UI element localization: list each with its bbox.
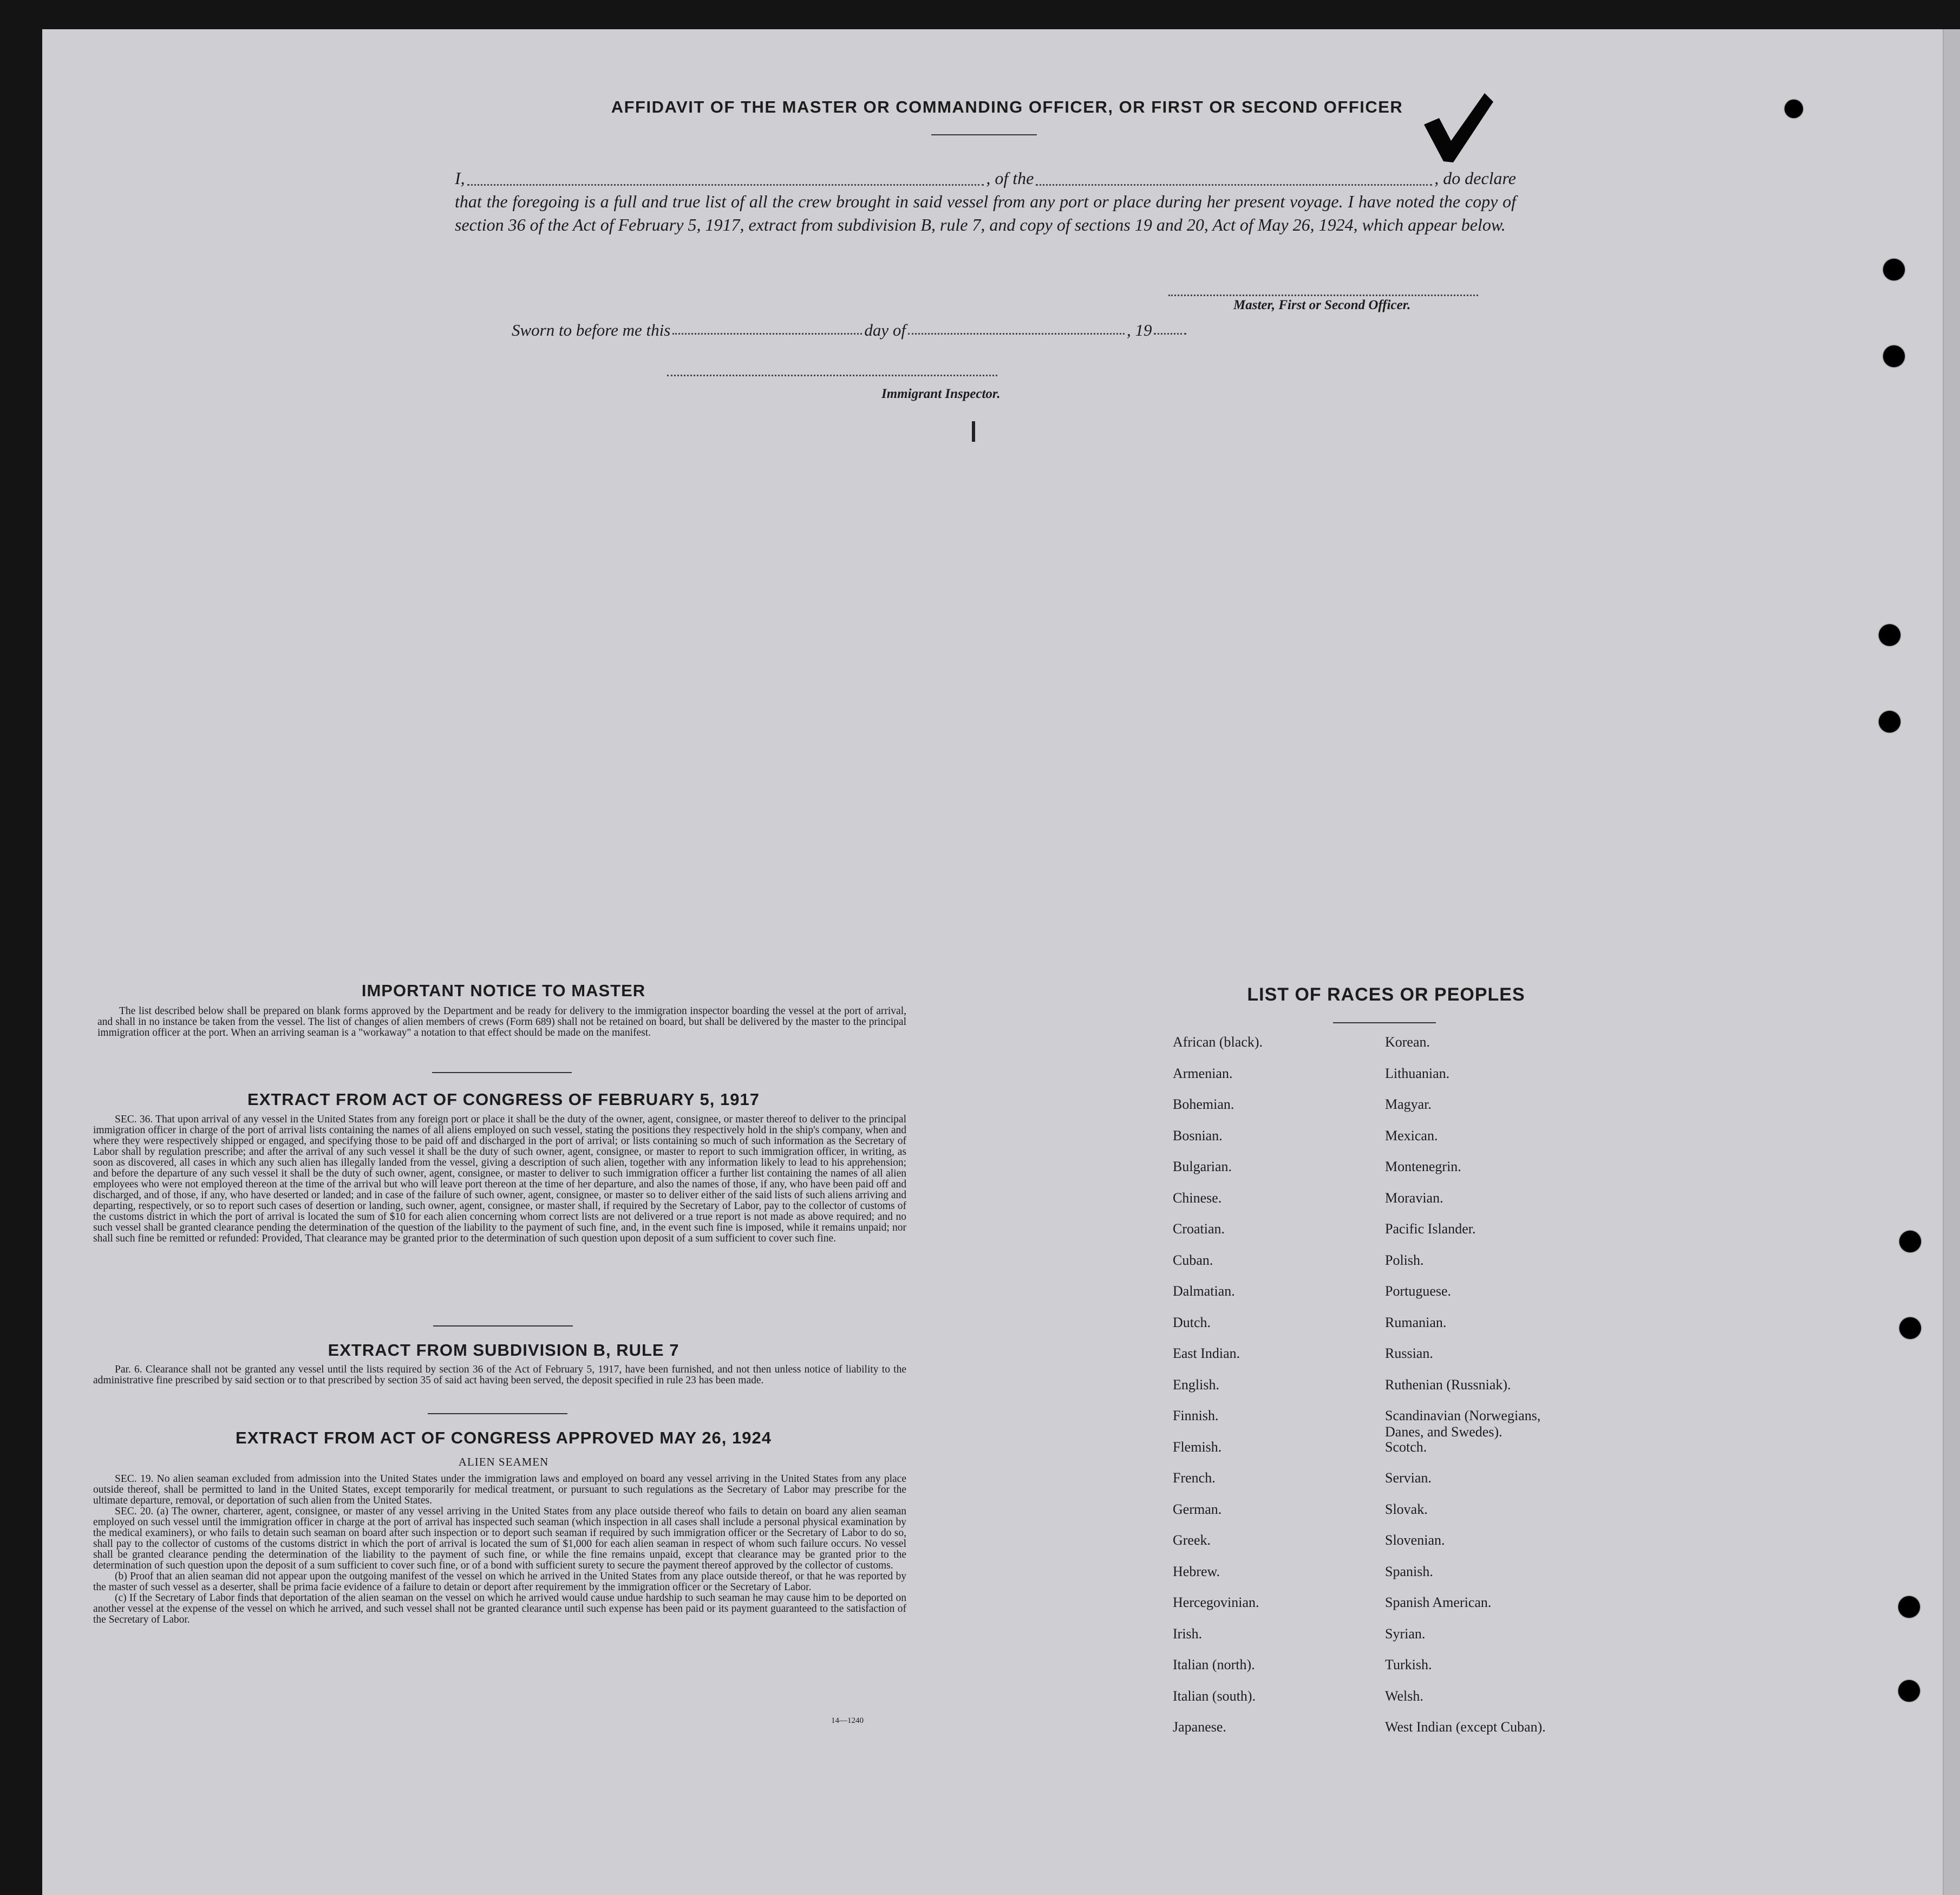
race-item: Hercegovinian.	[1173, 1595, 1259, 1610]
races-right-column	[1385, 1034, 1667, 1750]
name-blank	[467, 184, 984, 186]
extract-1917-title: EXTRACT FROM ACT OF CONGRESS OF FEBRUARY 5, 1917	[247, 1090, 760, 1109]
race-item: Spanish American.	[1385, 1595, 1492, 1610]
officer-signature-line	[1168, 295, 1478, 296]
vessel-blank	[1036, 184, 1432, 186]
page-edge	[1943, 29, 1960, 1895]
sworn-line	[512, 321, 1248, 340]
affidavit-title: AFFIDAVIT OF THE MASTER OR COMMANDING OFFICER, OR FIRST OR SECOND OFFICER	[611, 97, 1403, 116]
binder-hole	[1883, 259, 1905, 280]
races-list-title: LIST OF RACES OR PEOPLES	[1247, 984, 1525, 1005]
title-rule	[931, 134, 1037, 135]
race-item: Servian.	[1385, 1470, 1432, 1486]
extract-rule7-body: Par. 6. Clearance shall not be granted any vessel until the lists required by section 36 of the Act of February 5, 1917, have been furnished, and not then unless notice of liability to the administrative fine prescribed by said section or to that prescribed by section 35 of said act having been served, the deposit specified in rule 23 has been made.	[93, 1364, 906, 1386]
race-item: Lithuanian.	[1385, 1065, 1450, 1081]
sworn-year: , 19	[1126, 321, 1152, 339]
race-item: Portuguese.	[1385, 1283, 1452, 1299]
race-item: Korean.	[1385, 1034, 1430, 1050]
alien-seamen-subtitle: ALIEN SEAMEN	[458, 1455, 549, 1468]
races-left-column	[1173, 1034, 1400, 1750]
race-item: German.	[1173, 1501, 1222, 1517]
binder-hole	[1883, 345, 1905, 367]
extract-rule7-title: EXTRACT FROM SUBDIVISION B, RULE 7	[328, 1341, 680, 1360]
race-item: Rumanian.	[1385, 1314, 1447, 1330]
race-item: Pacific Islander.	[1385, 1221, 1476, 1237]
race-item: Croatian.	[1173, 1221, 1225, 1237]
race-item: Japanese.	[1173, 1719, 1226, 1735]
race-item: Flemish.	[1173, 1439, 1222, 1455]
section-rule	[428, 1413, 567, 1414]
race-item: Bosnian.	[1173, 1127, 1223, 1143]
race-item: Hebrew.	[1173, 1563, 1220, 1579]
race-item: East Indian.	[1173, 1345, 1240, 1361]
affidavit-of-the: , of the	[986, 168, 1034, 188]
sworn-year-blank	[1154, 321, 1186, 335]
race-item: Irish.	[1173, 1625, 1203, 1642]
race-item: English.	[1173, 1376, 1219, 1393]
race-item: Dutch.	[1173, 1314, 1211, 1330]
binder-hole	[1898, 1680, 1920, 1702]
race-item: Cuban.	[1173, 1252, 1213, 1268]
race-item: Magyar.	[1385, 1096, 1432, 1112]
section-20c-paragraph: (c) If the Secretary of Labor finds that deportation of the alien seaman on the vessel on which he arrived would cause undue hardship to such seaman he may cause him to be deported on another vessel at the expense of the vessel on which he arrived, and such vessel shall not be granted clearance until such expense has been paid or its payment guaranteed to the satisfaction of the Secretary of Labor.	[93, 1592, 906, 1625]
race-item: Dalmatian.	[1173, 1283, 1235, 1299]
affidavit-body: that the foregoing is a full and true list of all the crew brought in said vessel from any port or place during her present voyage. I have noted the copy of section 36 of the Act of February 5, 1917, extract from subdivision B, rule 7, and copy of sections 19 and 20, Act of May 26, 1924, which appear below.	[455, 192, 1516, 234]
section-20a-paragraph: SEC. 20. (a) The owner, charterer, agent, consignee, or master of any vessel arriving in the United States from any place outside thereof who fails to detain on board any alien seaman employed on such vessel until the immigration officer in charge at the port of arrival has inspected such seaman (which inspection in all cases shall include a personal physical examination by the medical examiners), or who fails to detain such seaman on board after such inspection or to deport such seaman if required by such immigration officer or the Secretary of Labor to do so, shall pay to the collector of customs of the customs district in which the port of arrival is located the sum of $1,000 for each alien seaman in respect of whom such failure occurs. No vessel shall be granted clearance pending the determination of the liability to the payment of such fine, or while the fine remains unpaid, except that clearance may be granted prior to the determination of such question upon the deposit of a sum sufficient to cover such fine, or of a bond with sufficient surety to secure the payment thereof approved by the collector of customs.	[93, 1506, 906, 1571]
inspector-signature-line	[667, 375, 997, 376]
race-item: Montenegrin.	[1385, 1159, 1461, 1174]
section-20b-paragraph: (b) Proof that an alien seaman did not appear upon the outgoing manifest of the vessel on which he arrived in the United States from any place outside thereof, or that he was reported by the master of such vessel as a deserter, shall be prima facie evidence of a failure to detain or deport after requirement by the immigration officer or the Secretary of Labor.	[93, 1571, 906, 1593]
affidavit-declaration-line	[455, 167, 1516, 190]
race-item: Turkish.	[1385, 1657, 1432, 1672]
sworn-month-blank	[908, 321, 1125, 335]
binder-hole	[1899, 1231, 1921, 1252]
affidavit-do-declare: , do declare	[1434, 168, 1516, 188]
race-item: Finnish.	[1173, 1408, 1219, 1423]
race-item: Moravian.	[1385, 1190, 1443, 1206]
race-item: Mexican.	[1385, 1127, 1438, 1143]
race-item: Slovak.	[1385, 1501, 1428, 1517]
extract-1924-body	[93, 1474, 906, 1625]
binder-hole	[1785, 100, 1803, 118]
race-item: Polish.	[1385, 1252, 1424, 1268]
race-item: Bulgarian.	[1173, 1159, 1232, 1174]
race-item: Ruthenian (Russniak).	[1385, 1376, 1511, 1393]
sworn-prefix: Sworn to before me this	[512, 321, 671, 339]
notice-title: IMPORTANT NOTICE TO MASTER	[361, 981, 646, 1000]
binder-hole	[1879, 711, 1900, 733]
form-number: 14—1240	[831, 1716, 864, 1725]
section-rule	[433, 1325, 573, 1327]
race-item: West Indian (except Cuban).	[1385, 1719, 1546, 1735]
race-item: Welsh.	[1385, 1688, 1423, 1704]
race-item: Greek.	[1173, 1532, 1211, 1548]
race-item: Slovenian.	[1385, 1532, 1445, 1548]
binder-hole	[1899, 1317, 1921, 1339]
notice-body: The list described below shall be prepared on blank forms approved by the Department and be ready for delivery to the immigration inspector boarding the vessel at the port of arrival, and shall in no instance be taken from the vessel. The list of changes of alien members of crews (Form 689) shall not be retained on board, but shall be delivered by the master to the principal immigration officer at the port. When an arriving seaman is a "workaway" a notation to that effect should be made on the manifest.	[97, 1005, 906, 1038]
affidavit-i: I,	[455, 168, 465, 188]
race-item: Syrian.	[1385, 1625, 1426, 1642]
binder-hole	[1898, 1596, 1920, 1618]
binder-hole	[1879, 624, 1900, 646]
ink-mark	[972, 421, 975, 442]
race-item: Italian (south).	[1173, 1688, 1256, 1704]
extract-1917-body: SEC. 36. That upon arrival of any vessel in the United States from any foreign port or place it shall be the duty of the owner, agent, consignee, or master thereof to deliver to the principal immigration officer in charge of the port of arrival lists containing the names of all aliens employed on such vessel, stating the positions they respectively hold in the ship's company, when and where they were respectively shipped or engaged, and specifying those to be paid off and discharged in the port of arrival; or lists containing so much of such information as the Secretary of Labor shall by regulation prescribe; and after the arrival of any such vessel it shall be the duty of such owner, agent, consignee, or master to report to such immigration officer, in writing, as soon as discovered, all cases in which any such alien has illegally landed from the vessel, giving a description of such alien, together with any information likely to lead to his apprehension; and before the departure of any such vessel it shall be the duty of such owner, agent, consignee, or master to deliver to such immigration officer a further list containing the names of all alien employees who were not employed thereon at the time of the arrival but who will leave port thereon at the time of her departure, and also the names of those, if any, who have been paid off and discharged, and of those, if any, who have deserted or landed; and in case of the failure of such owner, agent, consignee, or master so to deliver either of the said lists of such aliens arriving and departing, respectively, or so to report such cases of desertion or landing, such owner, agent, consignee, or master shall, if required by the Secretary of Labor, pay to the collector of customs of the customs district in which the port of arrival is located the sum of $10 for each alien concerning whom correct lists are not delivered or a true report is not made as above required; and no such vessel shall be granted clearance pending the determination of the question of the liability to the payment of such fine, and, in the event such fine is imposed, while it remains unpaid; nor shall such fine be remitted or refunded: Provided, That clearance may be granted prior to the determination of such question upon deposit of a sum sufficient to cover such fine.	[93, 1114, 906, 1244]
race-item: Armenian.	[1173, 1065, 1233, 1081]
race-item: Spanish.	[1385, 1563, 1433, 1579]
section-19-paragraph: SEC. 19. No alien seaman excluded from admission into the United States under the immigration laws and employed on board any vessel arriving in the United States from any place outside thereof, shall be permitted to land in the United States, except temporarily for medical treatment, or pursuant to such regulations as the Secretary of Labor may prescribe for the ultimate departure, removal, or deportation of such alien from the United States.	[93, 1473, 906, 1506]
races-title-rule	[1333, 1022, 1436, 1023]
race-item: Bohemian.	[1173, 1096, 1234, 1112]
officer-signature-caption: Master, First or Second Officer.	[1233, 298, 1411, 312]
race-item: African (black).	[1173, 1034, 1263, 1050]
race-item: Chinese.	[1173, 1190, 1222, 1206]
race-item: Italian (north).	[1173, 1657, 1255, 1672]
affidavit-statement	[455, 167, 1516, 237]
sworn-day-of: day of	[864, 321, 906, 339]
race-item: French.	[1173, 1470, 1216, 1486]
extract-1924-title: EXTRACT FROM ACT OF CONGRESS APPROVED MAY 26, 1924	[236, 1428, 772, 1447]
race-item: Scotch.	[1385, 1439, 1427, 1455]
race-item: Russian.	[1385, 1345, 1433, 1361]
section-rule	[432, 1072, 572, 1073]
sworn-day-blank	[672, 321, 862, 335]
race-item: Scandinavian (Norwegians, Danes, and Swedes).	[1385, 1408, 1541, 1440]
inspector-signature-caption: Immigrant Inspector.	[881, 387, 1001, 401]
